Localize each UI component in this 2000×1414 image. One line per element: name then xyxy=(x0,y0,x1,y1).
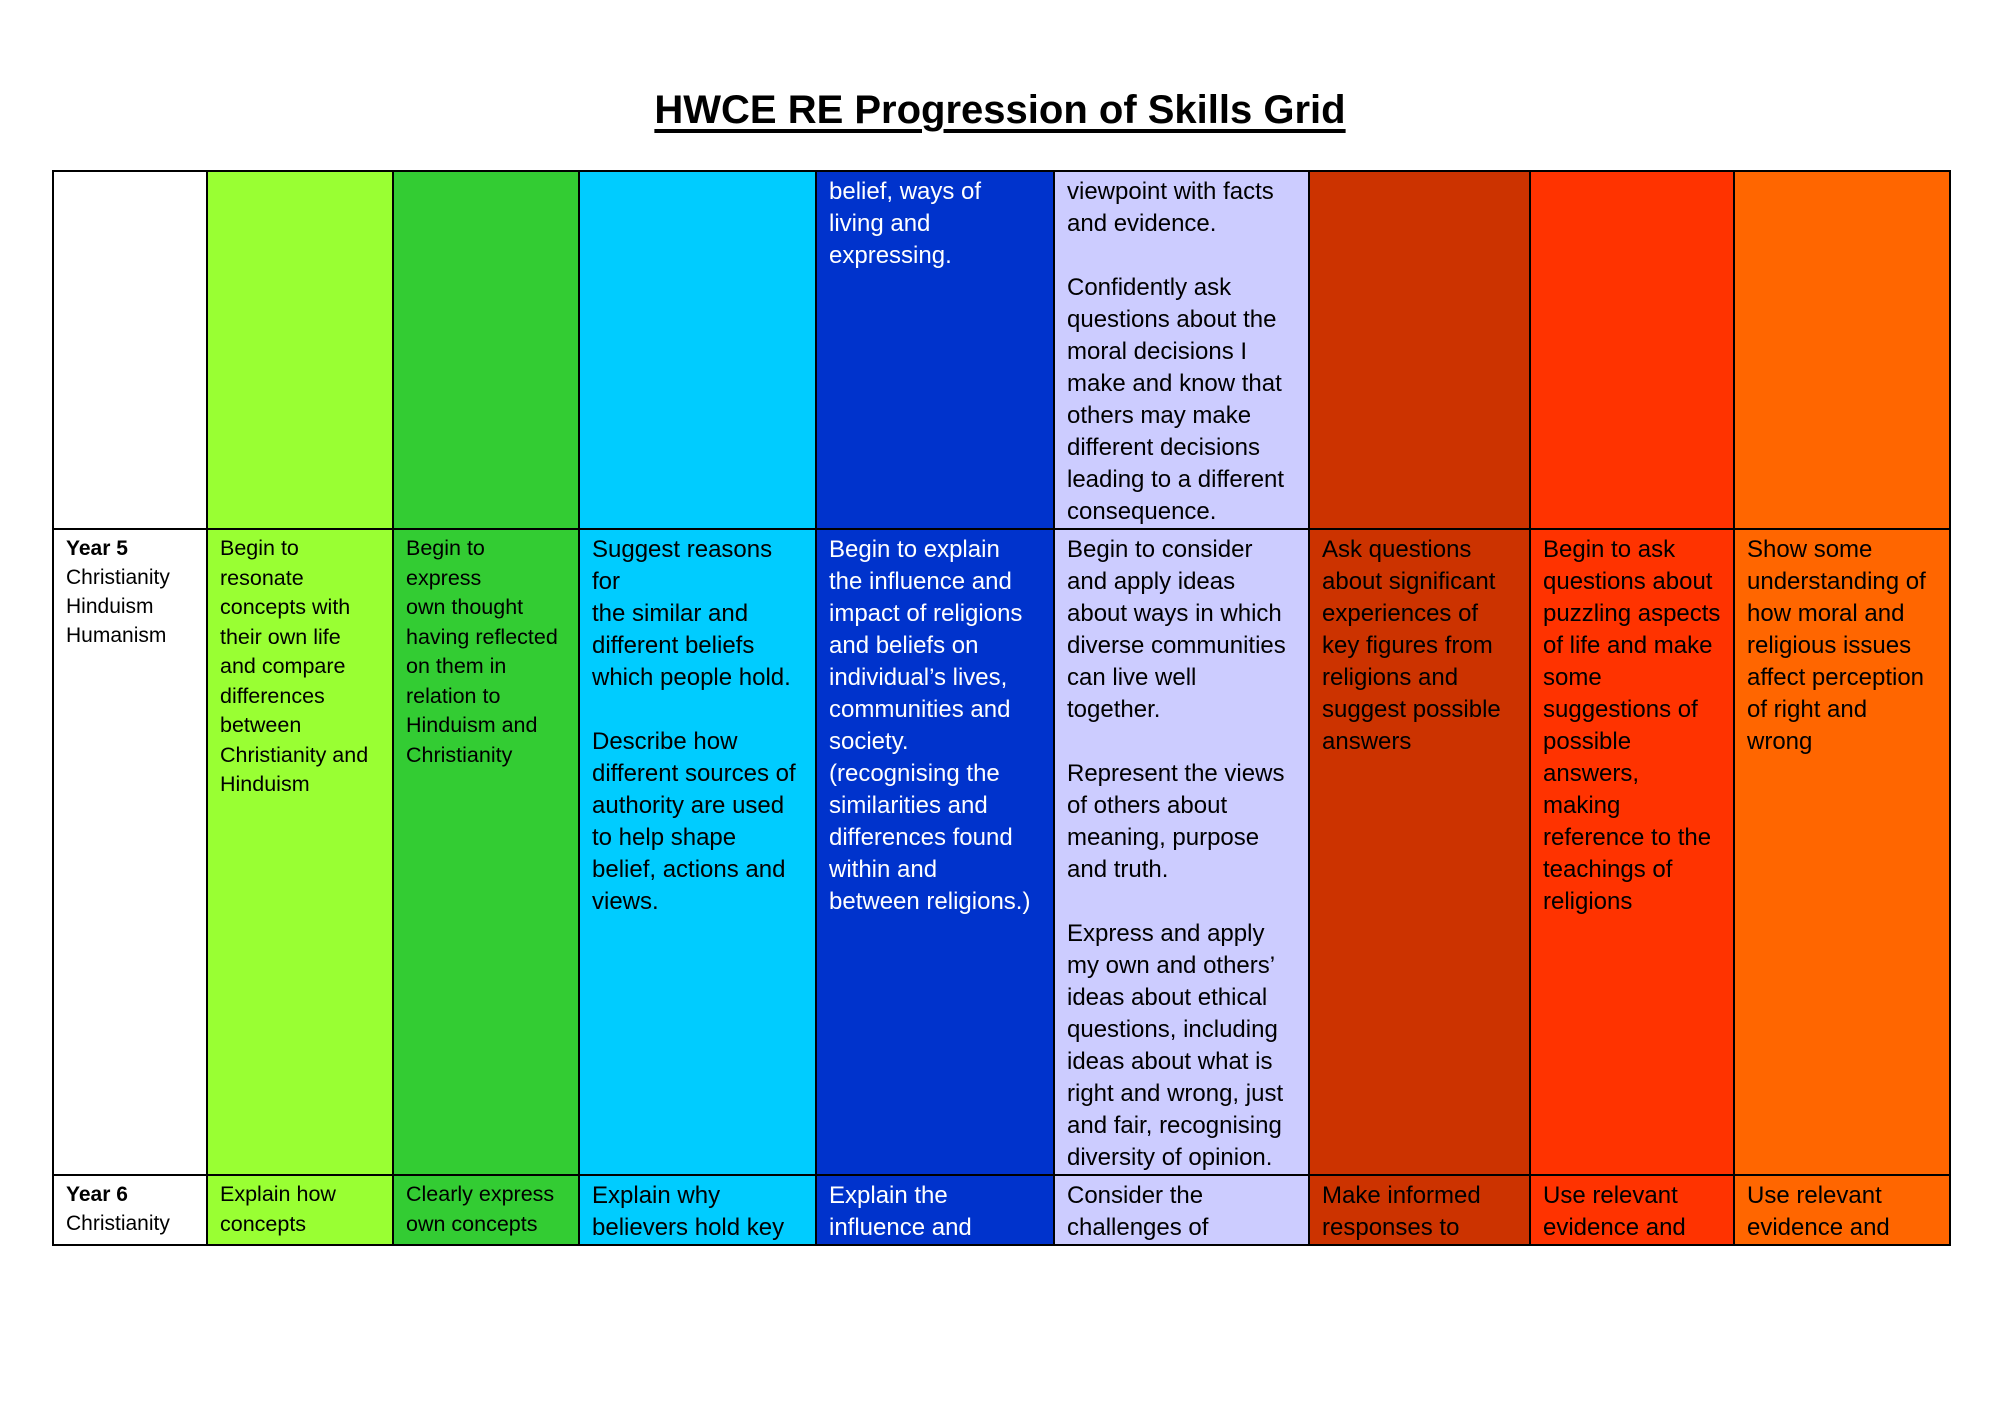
skill-cell-col4 xyxy=(816,529,1054,1175)
skill-cell-text: Begin to ask questions about puzzling aspects of life and make some suggestions of possible answers, making reference to the teachings of religions xyxy=(1543,536,1721,915)
skill-cell-col1 xyxy=(207,171,393,529)
skill-cell-col7 xyxy=(1530,529,1734,1175)
subjects-label: Christianity xyxy=(66,1212,170,1235)
skills-grid-table xyxy=(52,170,1951,1246)
skill-cell-text: Begin to consider and apply ideas about ways in which diverse communities can live well together. Represent the views of others about meaning, purpose and truth. Express and apply my own and others’ ideas about ethical questions, including ideas about what is right and wrong, just and fair, recognising diversity of opinion. xyxy=(1067,536,1286,1171)
skill-cell-text: Clearly express own concepts xyxy=(406,1182,555,1236)
skill-cell-col1 xyxy=(207,1175,393,1245)
grid-row-year-6 xyxy=(53,1175,1950,1245)
skill-cell-text: Suggest reasons for the similar and different beliefs which people hold. Describe how different sources of authority are used to help shape belief, actions and views. xyxy=(592,536,796,915)
skill-cell-text: Explain the influence and xyxy=(829,1182,972,1241)
skill-cell-text: belief, ways of living and expressing. xyxy=(829,178,982,269)
grid-row-continuation xyxy=(53,171,1950,529)
skill-cell-col2 xyxy=(393,1175,579,1245)
skill-cell-text: Begin to explain the influence and impact of religions and beliefs on individual’s lives, communities and society. (recognising the similarities and differences found within and between religions.) xyxy=(829,536,1031,915)
skill-cell-text: Make informed responses to xyxy=(1322,1182,1481,1241)
row-header-cell xyxy=(53,1175,207,1245)
skill-cell-text: Use relevant evidence and xyxy=(1543,1182,1686,1241)
subjects-label: Christianity Hinduism Humanism xyxy=(66,566,170,647)
skill-cell-text: Use relevant evidence and xyxy=(1747,1182,1890,1241)
skill-cell-col4 xyxy=(816,171,1054,529)
row-header-cell xyxy=(53,171,207,529)
skill-cell-col7 xyxy=(1530,1175,1734,1245)
skill-cell-col3 xyxy=(579,529,816,1175)
skill-cell-col8 xyxy=(1734,1175,1950,1245)
skill-cell-col2 xyxy=(393,529,579,1175)
skill-cell-col8 xyxy=(1734,171,1950,529)
skill-cell-text: Explain why believers hold key xyxy=(592,1182,785,1241)
skill-cell-text: Consider the challenges of xyxy=(1067,1182,1209,1241)
year-label: Year 5 xyxy=(66,537,128,560)
skill-cell-col6 xyxy=(1309,529,1530,1175)
skill-cell-col5 xyxy=(1054,1175,1309,1245)
skill-cell-col5 xyxy=(1054,529,1309,1175)
skill-cell-text: Ask questions about significant experiences of key figures from religions and suggest possible answers xyxy=(1322,536,1501,755)
skill-cell-text: viewpoint with facts and evidence. Confidently ask questions about the moral decisions I make and know that others may make different decisions leading to a different consequence. xyxy=(1067,178,1285,525)
grid-row-year-5 xyxy=(53,529,1950,1175)
skill-cell-col1 xyxy=(207,529,393,1175)
skill-cell-text: Begin to resonate concepts with their own life and compare differences between Christianity and Hinduism xyxy=(220,536,369,796)
skill-cell-text: Show some understanding of how moral and religious issues affect perception of right and wrong xyxy=(1747,536,1926,755)
skill-cell-col3 xyxy=(579,171,816,529)
skill-cell-col5 xyxy=(1054,171,1309,529)
skill-cell-col3 xyxy=(579,1175,816,1245)
skill-cell-col2 xyxy=(393,171,579,529)
year-label: Year 6 xyxy=(66,1183,128,1206)
skill-cell-col8 xyxy=(1734,529,1950,1175)
skill-cell-text: Begin to express own thought having reflected on them in relation to Hinduism and Christianity xyxy=(406,536,558,767)
skill-cell-col7 xyxy=(1530,171,1734,529)
skill-cell-col6 xyxy=(1309,171,1530,529)
skill-cell-col4 xyxy=(816,1175,1054,1245)
skill-cell-col6 xyxy=(1309,1175,1530,1245)
row-header-cell xyxy=(53,529,207,1175)
skill-cell-text: Explain how concepts xyxy=(220,1182,336,1236)
page-title: HWCE RE Progression of Skills Grid xyxy=(654,88,1346,132)
